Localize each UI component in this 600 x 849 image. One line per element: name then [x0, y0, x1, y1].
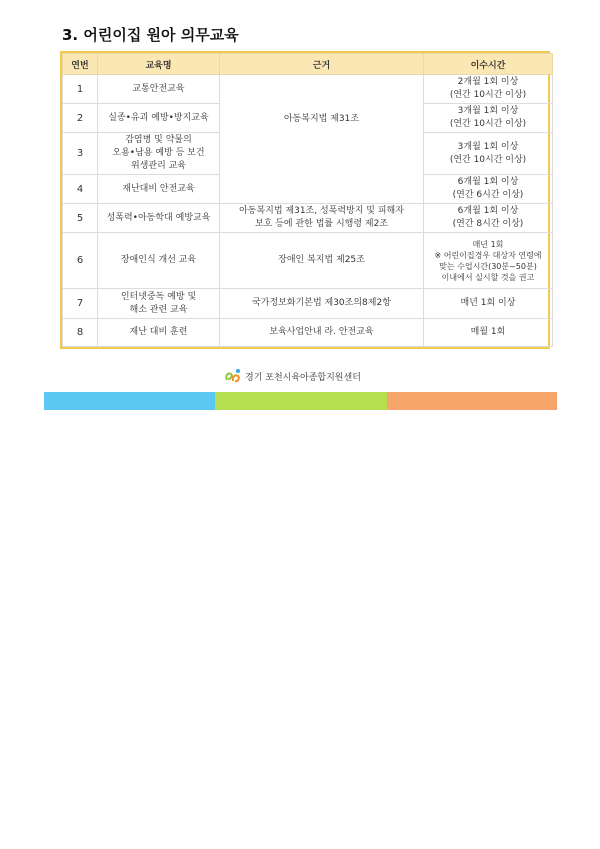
- education-name: 실종•유괴 예방•방지교육: [98, 104, 220, 133]
- row-number: 6: [63, 233, 98, 289]
- header-education-name: 교육명: [98, 54, 220, 75]
- row-number: 4: [63, 175, 98, 204]
- completion-time: 3개월 1회 이상 (연간 10시간 이상): [424, 133, 553, 175]
- education-table: [60, 51, 550, 349]
- center-logo-icon: [224, 368, 242, 384]
- header-completion-time: 이수시간: [424, 54, 553, 75]
- table-header-row: [63, 54, 553, 75]
- basis: 아동복지법 제31조, 성폭력방지 및 피해자 보호 등에 관한 법률 시행령 제2조: [220, 204, 424, 233]
- row-number: 3: [63, 133, 98, 175]
- row-number: 8: [63, 319, 98, 347]
- table-row: [63, 289, 553, 319]
- completion-time: 매년 1회 ※ 어린이집경우 대상자 연령에 맞는 수업시간(30분~50분) 이내에서 실시할 것을 권고: [424, 233, 553, 289]
- organization-name: 경기 포천시육아종합지원센터: [245, 372, 361, 383]
- education-name: 재난대비 안전교육: [98, 175, 220, 204]
- education-name: 인터넷중독 예방 및 해소 관련 교육: [98, 289, 220, 319]
- basis: 보육사업안내 라. 안전교육: [220, 319, 424, 347]
- header-basis: 근거: [220, 54, 424, 75]
- table-row: [63, 204, 553, 233]
- completion-time: 6개월 1회 이상 (연간 8시간 이상): [424, 204, 553, 233]
- footer-stripe-orange: [387, 392, 557, 410]
- row-number: 7: [63, 289, 98, 319]
- footer-stripe-blue: [44, 392, 215, 410]
- section-title: 3. 어린이집 원아 의무교육: [62, 26, 239, 44]
- table-row: [63, 233, 553, 289]
- row-number: 1: [63, 75, 98, 104]
- completion-time: 6개월 1회 이상 (연간 6시간 이상): [424, 175, 553, 204]
- footer-stripe-green: [215, 392, 387, 410]
- completion-time: 매월 1회: [424, 319, 553, 347]
- row-number: 5: [63, 204, 98, 233]
- table-row: [63, 75, 553, 104]
- education-name: 성폭력•아동학대 예방교육: [98, 204, 220, 233]
- table-row: [63, 319, 553, 347]
- basis-merged: 아동복지법 제31조: [220, 75, 424, 204]
- completion-time: 2개월 1회 이상 (연간 10시간 이상): [424, 75, 553, 104]
- row-number: 2: [63, 104, 98, 133]
- footer-logo: [224, 368, 361, 384]
- basis: 국가정보화기본법 제30조의8제2항: [220, 289, 424, 319]
- education-name: 재난 대비 훈련: [98, 319, 220, 347]
- completion-time: 매년 1회 이상: [424, 289, 553, 319]
- education-name: 감염병 및 약물의 오용•남용 예방 등 보건 위생관리 교육: [98, 133, 220, 175]
- header-number: 연번: [63, 54, 98, 75]
- completion-time: 3개월 1회 이상 (연간 10시간 이상): [424, 104, 553, 133]
- education-name: 장애인식 개선 교육: [98, 233, 220, 289]
- basis: 장애인 복지법 제25조: [220, 233, 424, 289]
- education-name: 교통안전교육: [98, 75, 220, 104]
